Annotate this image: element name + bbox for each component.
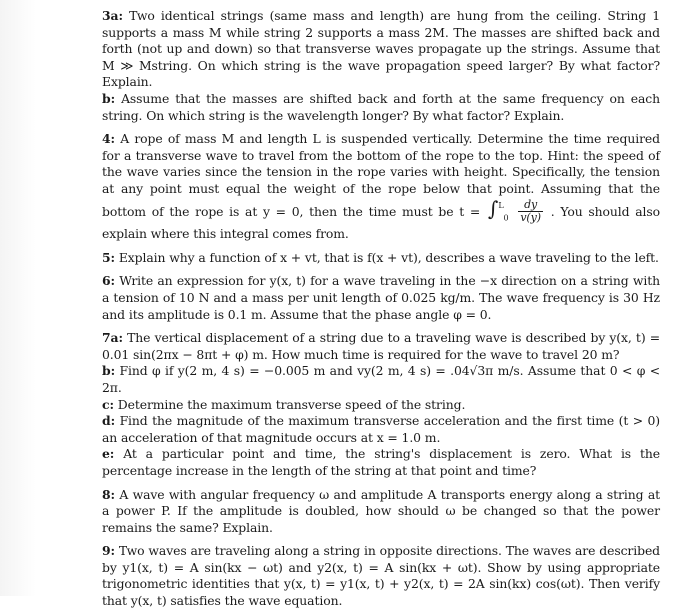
problem-9-label: 9: [102,543,115,559]
problem-4-label: 4: [102,131,115,147]
problem-7c [102,397,660,414]
problem-7a-label: 7a: [102,330,123,346]
problem-3b [102,91,660,124]
integral-sign: ∫$^L_0$ [487,196,509,223]
problem-7d-text: Find the magnitude of the maximum transverse acceleration and the first time (t > 0) an acceleration of that magnitude occurs at x = 1.0 m. [102,413,660,445]
problem-9 [102,543,660,609]
problem-9-text: Two waves are traveling along a string in opposite directions. The waves are described by y1(x, t) = A sin(kx − ωt) and y2(x, t) = A sin(kx + ωt). Show by using appropriate trigonometric identities that y(x, t) = y1(x, t) + y2(x, t) = 2A sin(kx) cos(ωt). Then verify that y(x, t) satisfies the wave equation. [102,543,661,609]
problem-7b-text: Find φ if y(2 m, 4 s) = −0.005 m and vy(2 m, 4 s) = .04√3π m/s. Assume that 0 < φ < 2π. [102,363,660,395]
problem-7b [102,363,660,396]
problem-4-text-after: . You should also explain where this integral comes from. [102,203,660,242]
problem-5-text: Explain why a function of x + vt, that is f(x + vt), describes a wave traveling to the left. [118,249,659,265]
problem-6 [102,273,660,323]
problem-7a-text: The vertical displacement of a string due to a traveling wave is described by y(x, t) = 0.01 sin(2πx − 8πt + φ) m. How much time is required for the wave to travel 20 m? [102,330,661,362]
problem-3a-text: Two identical strings (same mass and length) are hung from the ceiling. String 1 supports a mass M while string 2 supports a mass 2M. The masses are shifted back and forth (not up and down) so that transverse waves propagate up the strings. Assume that M ≫ Mstring. On which string is the wave propagation speed larger? By what factor? Explain. [102,8,661,90]
problem-7d-label: d: [102,413,116,429]
fraction-numerator: dy [518,199,543,212]
problem-3b-label: b: [102,90,116,106]
integral-lower-limit: 0 [503,213,509,223]
problem-8 [102,487,660,537]
problem-3a-label: 3a: [102,8,123,23]
problem-3b-text: Assume that the masses are shifted back and forth at the same frequency on each string. On which string is the wavelength longer? By what factor? Explain. [102,90,660,123]
problem-8-text: A wave with angular frequency ω and amplitude A transports energy along a string at a power P. If the amplitude is doubled, how should ω be changed so that the power remains the same? Explain. [102,486,660,535]
integral-upper-limit: L [498,200,504,210]
problem-7e-text: At a particular point and time, the string's displacement is zero. What is the percentage increase in the length of the string at that point and time? [102,446,660,478]
problem-5 [102,250,660,267]
problem-7a [102,330,660,363]
problem-8-label: 8: [102,486,115,502]
problem-7c-label: c: [102,396,114,412]
problem-4 [102,131,660,243]
fraction-denominator: v(y) [520,211,541,225]
problem-7d [102,413,660,446]
problem-7e [102,446,660,479]
problem-5-label: 5: [102,249,115,265]
problem-4-text-before: A rope of mass M and length L is suspended vertically. Determine the time required for a transverse wave to travel from the bottom of the rope to the top. Hint: the speed of the wave varies since the tension in the rope varies with height. Specifically, the tension at any point must equal the weight of the rope below that point. Assuming that the bottom of the rope is at y = 0, then the time must be t = [102,131,661,219]
problem-3a [102,8,660,91]
problem-6-label: 6: [102,273,115,289]
problem-6-text: Write an expression for y(x, t) for a wave traveling in the −x direction on a string with a tension of 10 N and a mass per unit length of 0.025 kg/m. The wave frequency is 30 Hz and its amplitude is 0.1 m. Assume that the phase angle φ = 0. [102,273,661,322]
integral-fraction [518,199,543,224]
problem-7b-label: b: [102,363,116,379]
problem-7e-label: e: [102,446,115,462]
problem-7c-text: Determine the maximum transverse speed of the string. [117,396,466,412]
